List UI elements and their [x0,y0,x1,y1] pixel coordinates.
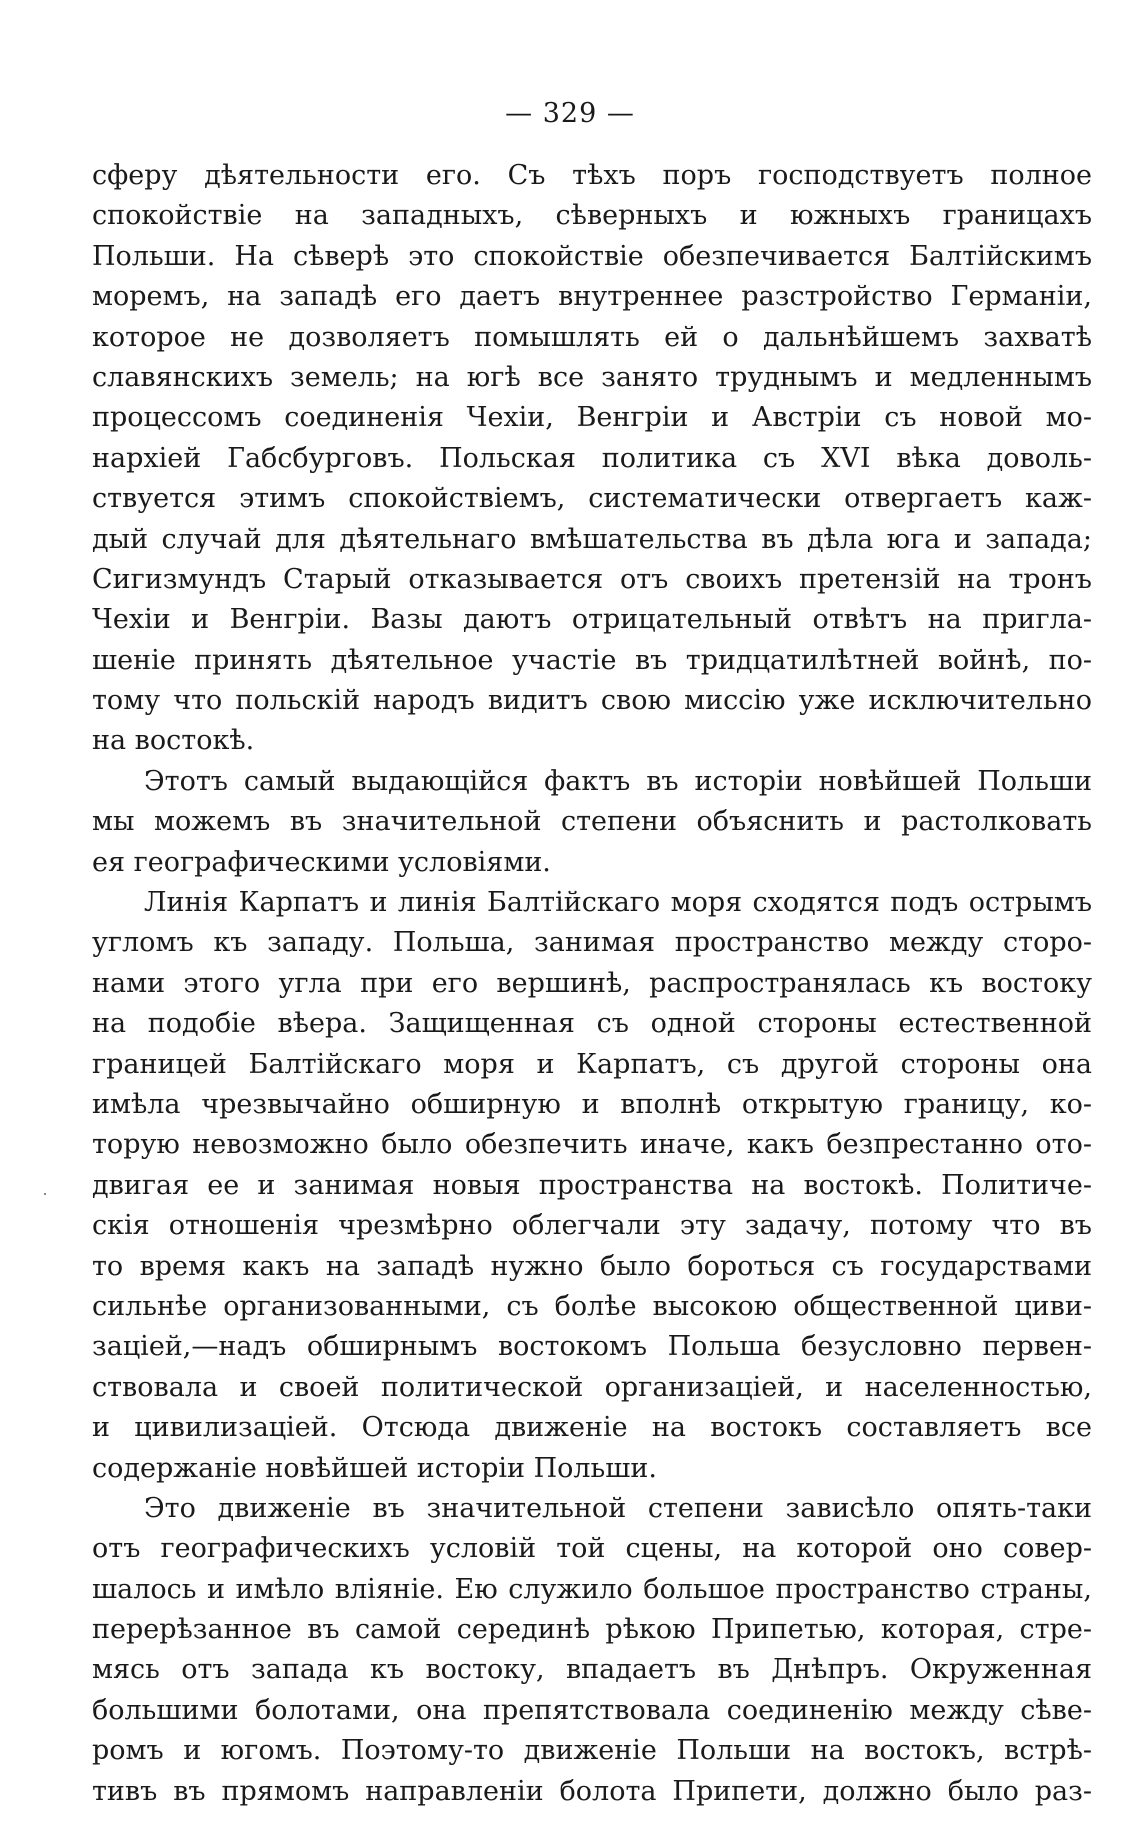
text-line: ствуется этимъ спокойствіемъ, систематически отвергаетъ каж- [92,483,1092,515]
text-line: ромъ и югомъ. Поэтому-то движеніе Польши на востокъ, встрѣ- [92,1735,1092,1767]
text-line: мы можемъ въ значительной степени объяснить и растолковать [92,806,1092,838]
text-line: нархіей Габсбурговъ. Польская политика съ XVI вѣка доволь- [92,442,1092,474]
text-line: торую невозможно было обезпечить иначе, какъ безпрестанно ото- [92,1129,1092,1161]
text-line: шеніе принять дѣятельное участіе въ тридцатилѣтней войнѣ, по- [92,644,1092,676]
text-line: Линія Карпатъ и линія Балтійскаго моря сходятся подъ острымъ [144,887,1092,919]
text-line: содержаніе новѣйшей исторіи Польши. [92,1452,657,1484]
text-line: процессомъ соединенія Чехіи, Венгріи и Австріи съ новой мо- [92,402,1092,434]
text-line: большими болотами, она препятствовала соединенію между сѣве- [92,1694,1092,1726]
text-line: на востокѣ. [92,725,255,757]
text-line: моремъ, на западѣ его даетъ внутреннее разстройство Германіи, [92,281,1092,313]
text-line: заціей,—надъ обширнымъ востокомъ Польша безусловно первен- [92,1331,1092,1363]
text-line: славянскихъ земель; на югѣ все занято труднымъ и медленнымъ [92,361,1092,393]
text-line: Сигизмундъ Старый отказывается отъ своихъ претензій на тронъ [92,563,1092,595]
text-line: ствовала и своей политической организаціей, и населенностью, [92,1371,1092,1403]
text-line: спокойствіе на западныхъ, сѣверныхъ и южныхъ границахъ [92,200,1092,232]
text-line: нами этого угла при его вершинѣ, распространялась къ востоку [92,967,1092,999]
text-line: ея географическими условіями. [92,846,551,878]
text-line: шалось и имѣло вліяніе. Ею служило большое пространство страны, [92,1573,1092,1605]
text-line: угломъ къ западу. Польша, занимая пространство между сторо- [92,927,1092,959]
text-line: тому что польскій народъ видитъ свою миссію уже исключительно [92,685,1092,717]
text-line: границей Балтійскаго моря и Карпатъ, съ другой стороны она [92,1048,1092,1080]
text-line: Польши. На сѣверѣ это спокойствіе обезпечивается Балтійскимъ [92,240,1092,272]
text-line: отъ географическихъ условій той сцены, на которой оно совер- [92,1533,1092,1565]
body-text [92,156,1092,1812]
text-line: тивъ въ прямомъ направленіи болота Припети, должно было раз- [92,1775,1092,1807]
text-line: сильнѣе организованными, съ болѣе высокою общественной циви- [92,1290,1092,1322]
text-line: дый случай для дѣятельнаго вмѣшательства въ дѣла юга и запада; [92,523,1092,555]
text-line: сферу дѣятельности его. Съ тѣхъ поръ господствуетъ полное [92,160,1092,191]
text-line: то время какъ на западѣ нужно было бороться съ государствами [92,1250,1092,1282]
text-line: мясь отъ запада къ востоку, впадаетъ въ Днѣпръ. Окруженная [92,1654,1092,1686]
text-line: которое не дозволяетъ помышлять ей о дальнѣйшемъ захватѣ [92,321,1092,353]
text-line: двигая ее и занимая новыя пространства на востокѣ. Политиче- [92,1169,1092,1201]
text-line: скія отношенія чрезмѣрно облегчали эту задачу, потому что въ [92,1210,1092,1242]
text-line: имѣла чрезвычайно обширную и вполнѣ открытую границу, ко- [92,1088,1092,1120]
text-line: Чехіи и Венгріи. Вазы даютъ отрицательный отвѣтъ на пригла- [92,604,1092,636]
scan-speck [44,1193,46,1195]
text-line: на подобіе вѣера. Защищенная съ одной стороны естественной [92,1008,1092,1040]
text-line: Этотъ самый выдающійся фактъ въ исторіи новѣйшей Польши [144,765,1092,797]
page-number: — 329 — [505,98,635,129]
text-line: Это движеніе въ значительной степени зависѣло опять-таки [144,1492,1092,1524]
text-line: перерѣзанное въ самой серединѣ рѣкою Припетью, которая, стре- [92,1614,1092,1646]
text-line: и цивилизаціей. Отсюда движеніе на востокъ составляетъ все [92,1412,1092,1444]
